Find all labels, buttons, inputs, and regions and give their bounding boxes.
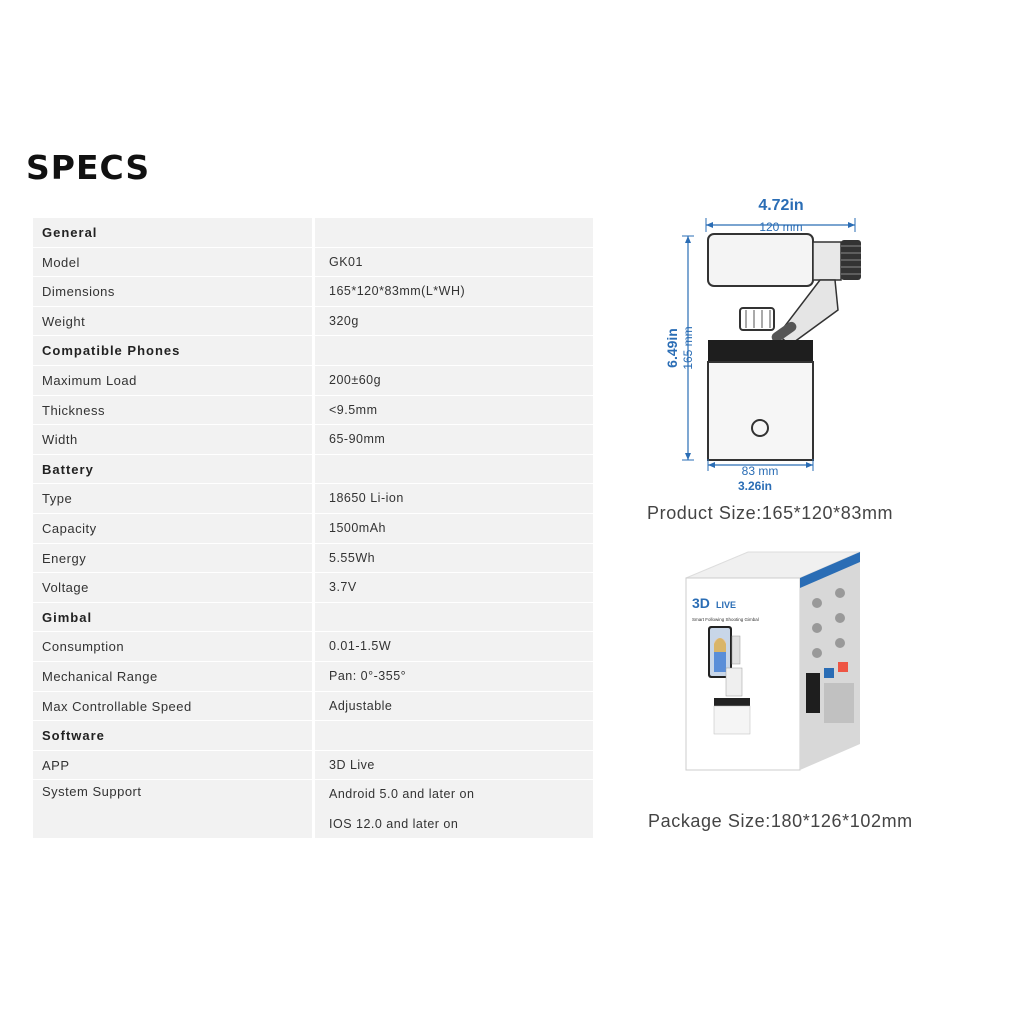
spec-label: Model bbox=[33, 248, 312, 278]
spec-section-row bbox=[33, 455, 593, 485]
spec-row bbox=[33, 396, 593, 426]
package-tagline: Smart Following Shooting Gimbal bbox=[692, 617, 759, 622]
page-title: SPECS bbox=[26, 148, 151, 187]
spec-value: 65-90mm bbox=[315, 425, 593, 455]
spec-value: 5.55Wh bbox=[315, 544, 593, 574]
package-side-face bbox=[800, 552, 860, 770]
spec-value: 3.7V bbox=[315, 573, 593, 603]
spec-section-label: Compatible Phones bbox=[33, 336, 312, 366]
spec-row bbox=[33, 692, 593, 722]
spec-value bbox=[315, 780, 593, 839]
spec-label: Voltage bbox=[33, 573, 312, 603]
spec-section-label: Software bbox=[33, 721, 312, 751]
spec-row bbox=[33, 662, 593, 692]
package-brand-sub: LIVE bbox=[716, 600, 737, 610]
spec-row bbox=[33, 425, 593, 455]
base-body bbox=[708, 362, 813, 460]
spec-row bbox=[33, 484, 593, 514]
spec-value: 18650 Li-ion bbox=[315, 484, 593, 514]
spec-label: System Support bbox=[33, 780, 312, 839]
spec-value bbox=[315, 721, 593, 751]
spec-label: Capacity bbox=[33, 514, 312, 544]
height-in-label: 6.49in bbox=[664, 328, 680, 368]
spec-label: Thickness bbox=[33, 396, 312, 426]
spec-value bbox=[315, 603, 593, 633]
spec-row bbox=[33, 780, 593, 839]
spec-label: Type bbox=[33, 484, 312, 514]
spec-label: Energy bbox=[33, 544, 312, 574]
spec-row bbox=[33, 248, 593, 278]
spec-row bbox=[33, 632, 593, 662]
spec-value-line: Android 5.0 and later on bbox=[329, 787, 475, 802]
spec-label: Weight bbox=[33, 307, 312, 337]
package-size-caption: Package Size:180*126*102mm bbox=[648, 811, 913, 831]
spec-label: Maximum Load bbox=[33, 366, 312, 396]
product-dimension-diagram bbox=[660, 190, 880, 500]
width-mm-label: 120 mm bbox=[759, 220, 803, 234]
spec-section-label: General bbox=[33, 218, 312, 248]
spec-section-row bbox=[33, 603, 593, 633]
spec-value bbox=[315, 455, 593, 485]
spec-row bbox=[33, 514, 593, 544]
spec-row bbox=[33, 751, 593, 781]
spec-row bbox=[33, 277, 593, 307]
package-box-image bbox=[680, 548, 880, 778]
spec-row bbox=[33, 573, 593, 603]
spec-value: 0.01-1.5W bbox=[315, 632, 593, 662]
spec-label: Max Controllable Speed bbox=[33, 692, 312, 722]
package-brand: 3D bbox=[692, 595, 710, 611]
spec-value: 200±60g bbox=[315, 366, 593, 396]
product-size-caption: Product Size:165*120*83mm bbox=[647, 503, 894, 523]
phone-clamp bbox=[708, 234, 813, 286]
spec-label: Dimensions bbox=[33, 277, 312, 307]
spec-value: 165*120*83mm(L*WH) bbox=[315, 277, 593, 307]
spec-value: 320g bbox=[315, 307, 593, 337]
spec-label: Mechanical Range bbox=[33, 662, 312, 692]
spec-value: GK01 bbox=[315, 248, 593, 278]
spec-section-row bbox=[33, 218, 593, 248]
top-knob bbox=[740, 308, 774, 330]
spec-value: Pan: 0°-355° bbox=[315, 662, 593, 692]
base-top-band bbox=[708, 340, 813, 362]
spec-row bbox=[33, 307, 593, 337]
depth-in-label: 3.26in bbox=[737, 479, 773, 493]
spec-value bbox=[315, 336, 593, 366]
spec-section-label: Gimbal bbox=[33, 603, 312, 633]
spec-row bbox=[33, 544, 593, 574]
spec-label: APP bbox=[33, 751, 312, 781]
spec-row bbox=[33, 366, 593, 396]
spec-label: Width bbox=[33, 425, 312, 455]
spec-value: <9.5mm bbox=[315, 396, 593, 426]
spec-value: 3D Live bbox=[315, 751, 593, 781]
spec-section-row bbox=[33, 721, 593, 751]
spec-table bbox=[33, 218, 593, 839]
depth-mm-label: 83 mm bbox=[741, 464, 779, 478]
spec-label: Consumption bbox=[33, 632, 312, 662]
spec-section-row bbox=[33, 336, 593, 366]
width-in-label: 4.72in bbox=[758, 197, 804, 214]
height-mm-label: 165 mm bbox=[681, 326, 695, 370]
spec-value bbox=[315, 218, 593, 248]
spec-value-line: IOS 12.0 and later on bbox=[329, 816, 459, 831]
spec-value: Adjustable bbox=[315, 692, 593, 722]
spec-value: 1500mAh bbox=[315, 514, 593, 544]
spec-section-label: Battery bbox=[33, 455, 312, 485]
